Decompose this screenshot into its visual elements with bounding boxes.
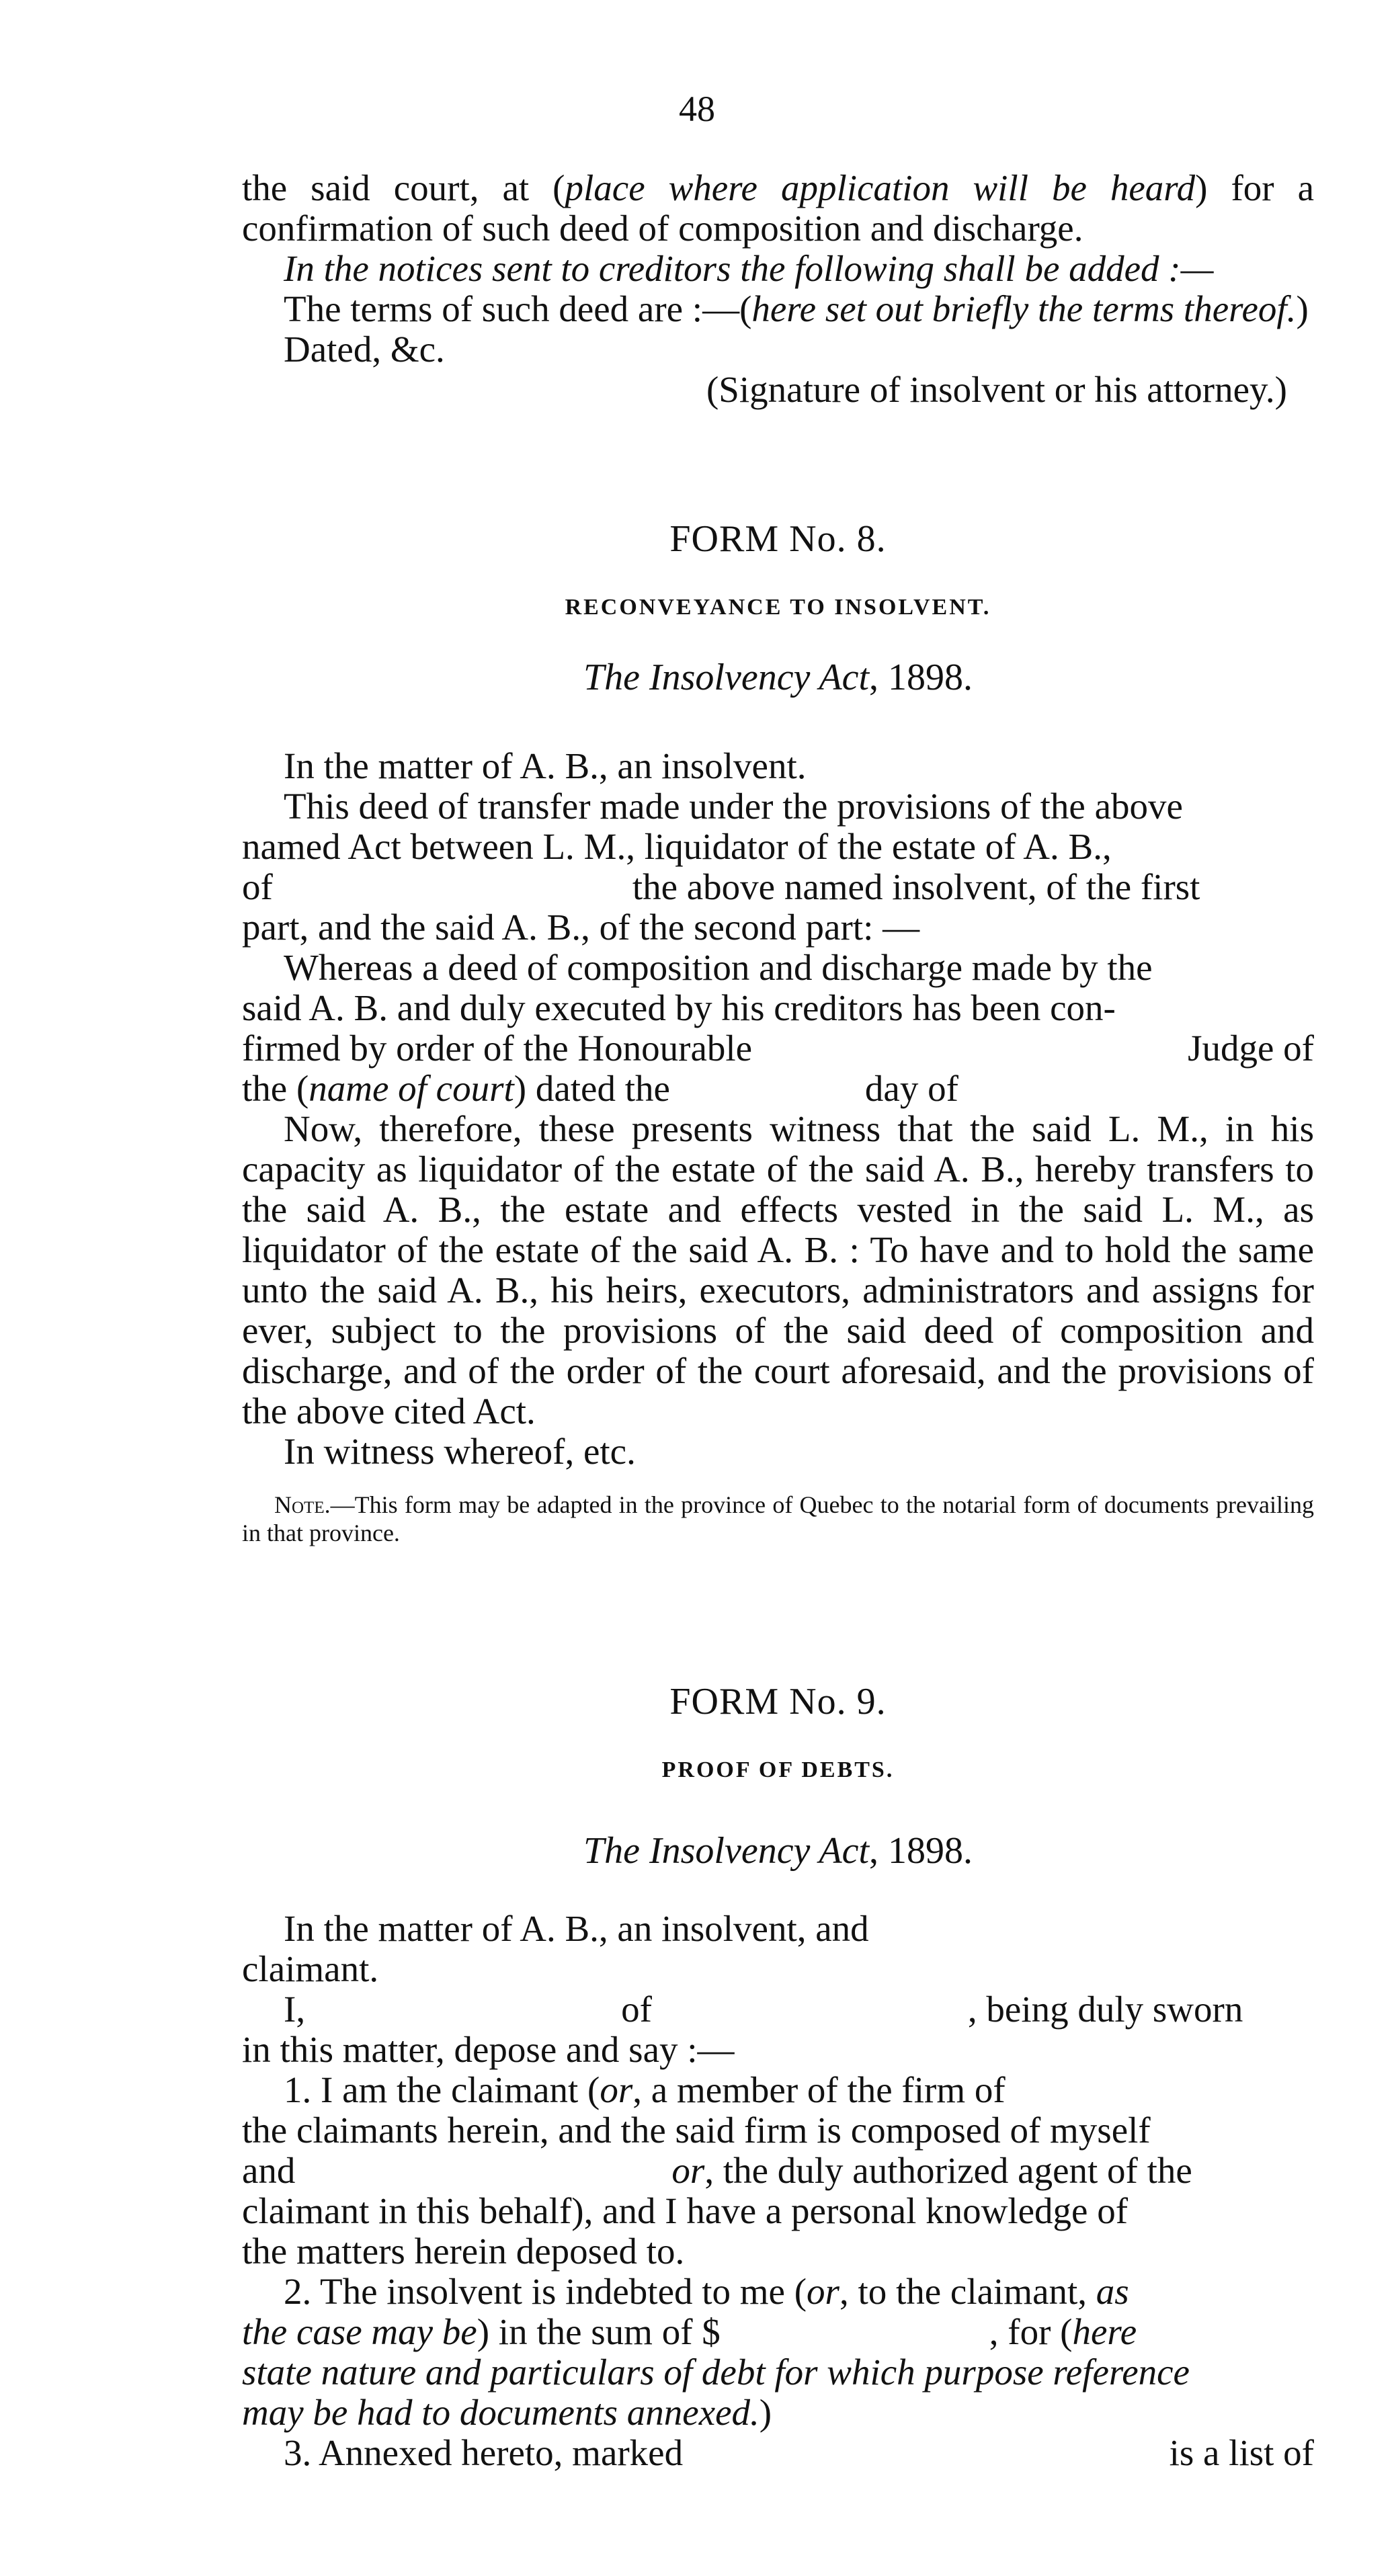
form8-header xyxy=(242,517,1314,699)
form8-deed-line2: named Act between L. M., liquidator of the estate of A. B., xyxy=(242,826,1112,867)
form8-whereas-line4 xyxy=(242,1069,1314,1109)
p1-and: and xyxy=(242,2150,296,2191)
form8-act-year: , 1898. xyxy=(869,657,973,698)
form9-i-line1 xyxy=(242,1989,1314,2030)
terms-paragraph xyxy=(242,289,1314,329)
note-text: —This form may be adapted in the province of Quebec to the notarial form of documents prevailing in that province. xyxy=(242,1491,1314,1546)
intro-text: the said court, at ( xyxy=(242,167,565,208)
notice-italic: In the notices sent to creditors the following shall be added :— xyxy=(284,248,1214,289)
form8-the: the ( xyxy=(242,1068,309,1109)
p3-a: 3. Annexed hereto, marked xyxy=(284,2432,684,2473)
p2-as: as xyxy=(1096,2271,1129,2312)
p2-here: here xyxy=(1072,2311,1137,2352)
form9-matter: In the matter of A. B., an insolvent, and xyxy=(284,1908,869,1949)
form8-deed-line4: part, and the said A. B., of the second part: — xyxy=(242,907,920,948)
form9-of: of xyxy=(621,1989,652,2030)
terms-close: ) xyxy=(1296,288,1309,329)
form9-p2-line1 xyxy=(242,2272,1314,2312)
p1-b: , a member of the firm of xyxy=(632,2069,1006,2110)
p2-state: state nature and particulars of debt for which purpose reference xyxy=(242,2352,1190,2393)
form9-sworn: , being duly sworn xyxy=(967,1989,1243,2030)
p2-case: the case may be xyxy=(242,2311,477,2352)
form9-p2-line3 xyxy=(242,2352,1314,2393)
form8-act xyxy=(242,656,1314,699)
form9-title: FORM No. 9. xyxy=(669,1681,887,1722)
intro-section xyxy=(242,168,1314,410)
p2-annexed: may be had to documents annexed. xyxy=(242,2392,760,2433)
form8-deed-line1: This deed of transfer made under the provisions of the above xyxy=(284,786,1183,827)
p1-agent: , the duly authorized agent of the xyxy=(704,2150,1192,2191)
form8-day-of: day of xyxy=(864,1068,958,1109)
form8-note xyxy=(242,1491,1314,1547)
form9-body xyxy=(242,1909,1314,2473)
form8-body xyxy=(242,746,1314,1547)
form9-act xyxy=(242,1829,1314,1872)
form9-p2-line4 xyxy=(242,2393,1314,2433)
form9-p1-line5: the matters herein deposed to. xyxy=(242,2231,685,2272)
form8-matter: In the matter of A. B., an insolvent. xyxy=(284,745,807,786)
form8-whereas-line1: Whereas a deed of composition and discharge made by the xyxy=(284,947,1153,988)
form8-deed-line3-rest: the above named insolvent, of the first xyxy=(632,866,1200,907)
form9-i-line2: in this matter, depose and say :— xyxy=(242,2029,735,2070)
form8-title: FORM No. 8. xyxy=(669,518,887,560)
intro-paragraph xyxy=(242,168,1314,249)
form8-honourable: firmed by order of the Honourable xyxy=(242,1028,753,1069)
form9-p1-line1 xyxy=(242,2070,1314,2110)
form9-p1-line3 xyxy=(242,2151,1314,2191)
p1-a: 1. I am the claimant ( xyxy=(284,2069,600,2110)
notice-line xyxy=(242,249,1314,289)
form9-p2-line2 xyxy=(242,2312,1314,2352)
form9-act-year: , 1898. xyxy=(869,1830,973,1872)
p2-sum: ) in the sum of $ xyxy=(477,2311,721,2352)
form8-subtitle: RECONVEYANCE TO INSOLVENT. xyxy=(565,595,991,620)
form8-act-name: The Insolvency Act xyxy=(583,657,870,698)
form9-p3-line1 xyxy=(242,2433,1314,2473)
p2-a: 2. The insolvent is indebted to me ( xyxy=(284,2271,807,2312)
form8-judge-of: Judge of xyxy=(1188,1028,1314,1069)
note-label: Note. xyxy=(274,1491,331,1518)
form8-name-of-court: name of court xyxy=(309,1068,514,1109)
form9-subtitle: PROOF OF DEBTS. xyxy=(661,1757,895,1782)
p2-b: , to the claimant, xyxy=(839,2271,1088,2312)
form9-claimant: claimant. xyxy=(242,1948,379,1989)
form8-witness: In witness whereof, etc. xyxy=(284,1431,636,1472)
form9-p1-line4: claimant in this behalf), and I have a personal knowledge of xyxy=(242,2190,1129,2231)
form9-p1-line2: the claimants herein, and the said firm is composed of myself xyxy=(242,2110,1151,2151)
form8-dated-the: ) dated the xyxy=(514,1068,670,1109)
p1-or-2: or xyxy=(671,2150,705,2191)
form9-act-name: The Insolvency Act xyxy=(583,1830,870,1872)
intro-italic: place where application will be heard xyxy=(565,167,1196,208)
intro-text-2: ) for a confirmation of such deed of composition and discharge. xyxy=(242,167,1314,249)
page-number: 48 xyxy=(679,89,715,129)
p2-close: ) xyxy=(759,2392,772,2433)
form8-now-paragraph: Now, therefore, these presents witness that the said L. M., in his capacity as liquidator of the estate of the said A. B., hereby transfers to the said A. B., the estate and effects vested in the said L. M., as liquidator of the estate of the said A. B. : To have and to hold the same unto the said A. B., his heirs, executors, administrators and assigns for ever, subject to the provisions of the said deed of composition and discharge, and of the order of the court aforesaid, and the provisions of the above cited Act. xyxy=(242,1108,1314,1431)
form9-i: I, xyxy=(284,1989,306,2030)
signature-line: (Signature of insolvent or his attorney.) xyxy=(706,369,1287,410)
form8-whereas-line2: said A. B. and duly executed by his creditors has been con- xyxy=(242,987,1116,1028)
form9-header xyxy=(242,1680,1314,1872)
p2-or: or xyxy=(807,2271,839,2312)
terms-text: The terms of such deed are :—( xyxy=(284,288,752,329)
form8-of: of xyxy=(242,866,273,907)
p3-b: is a list of xyxy=(1169,2432,1314,2473)
form8-deed-line3 xyxy=(242,867,1314,907)
dated-line: Dated, &c. xyxy=(284,329,445,370)
terms-italic: here set out briefly the terms thereof. xyxy=(751,288,1297,329)
p1-or: or xyxy=(600,2069,633,2110)
p2-for: , for ( xyxy=(989,2311,1073,2352)
form8-whereas-line3 xyxy=(242,1028,1314,1069)
